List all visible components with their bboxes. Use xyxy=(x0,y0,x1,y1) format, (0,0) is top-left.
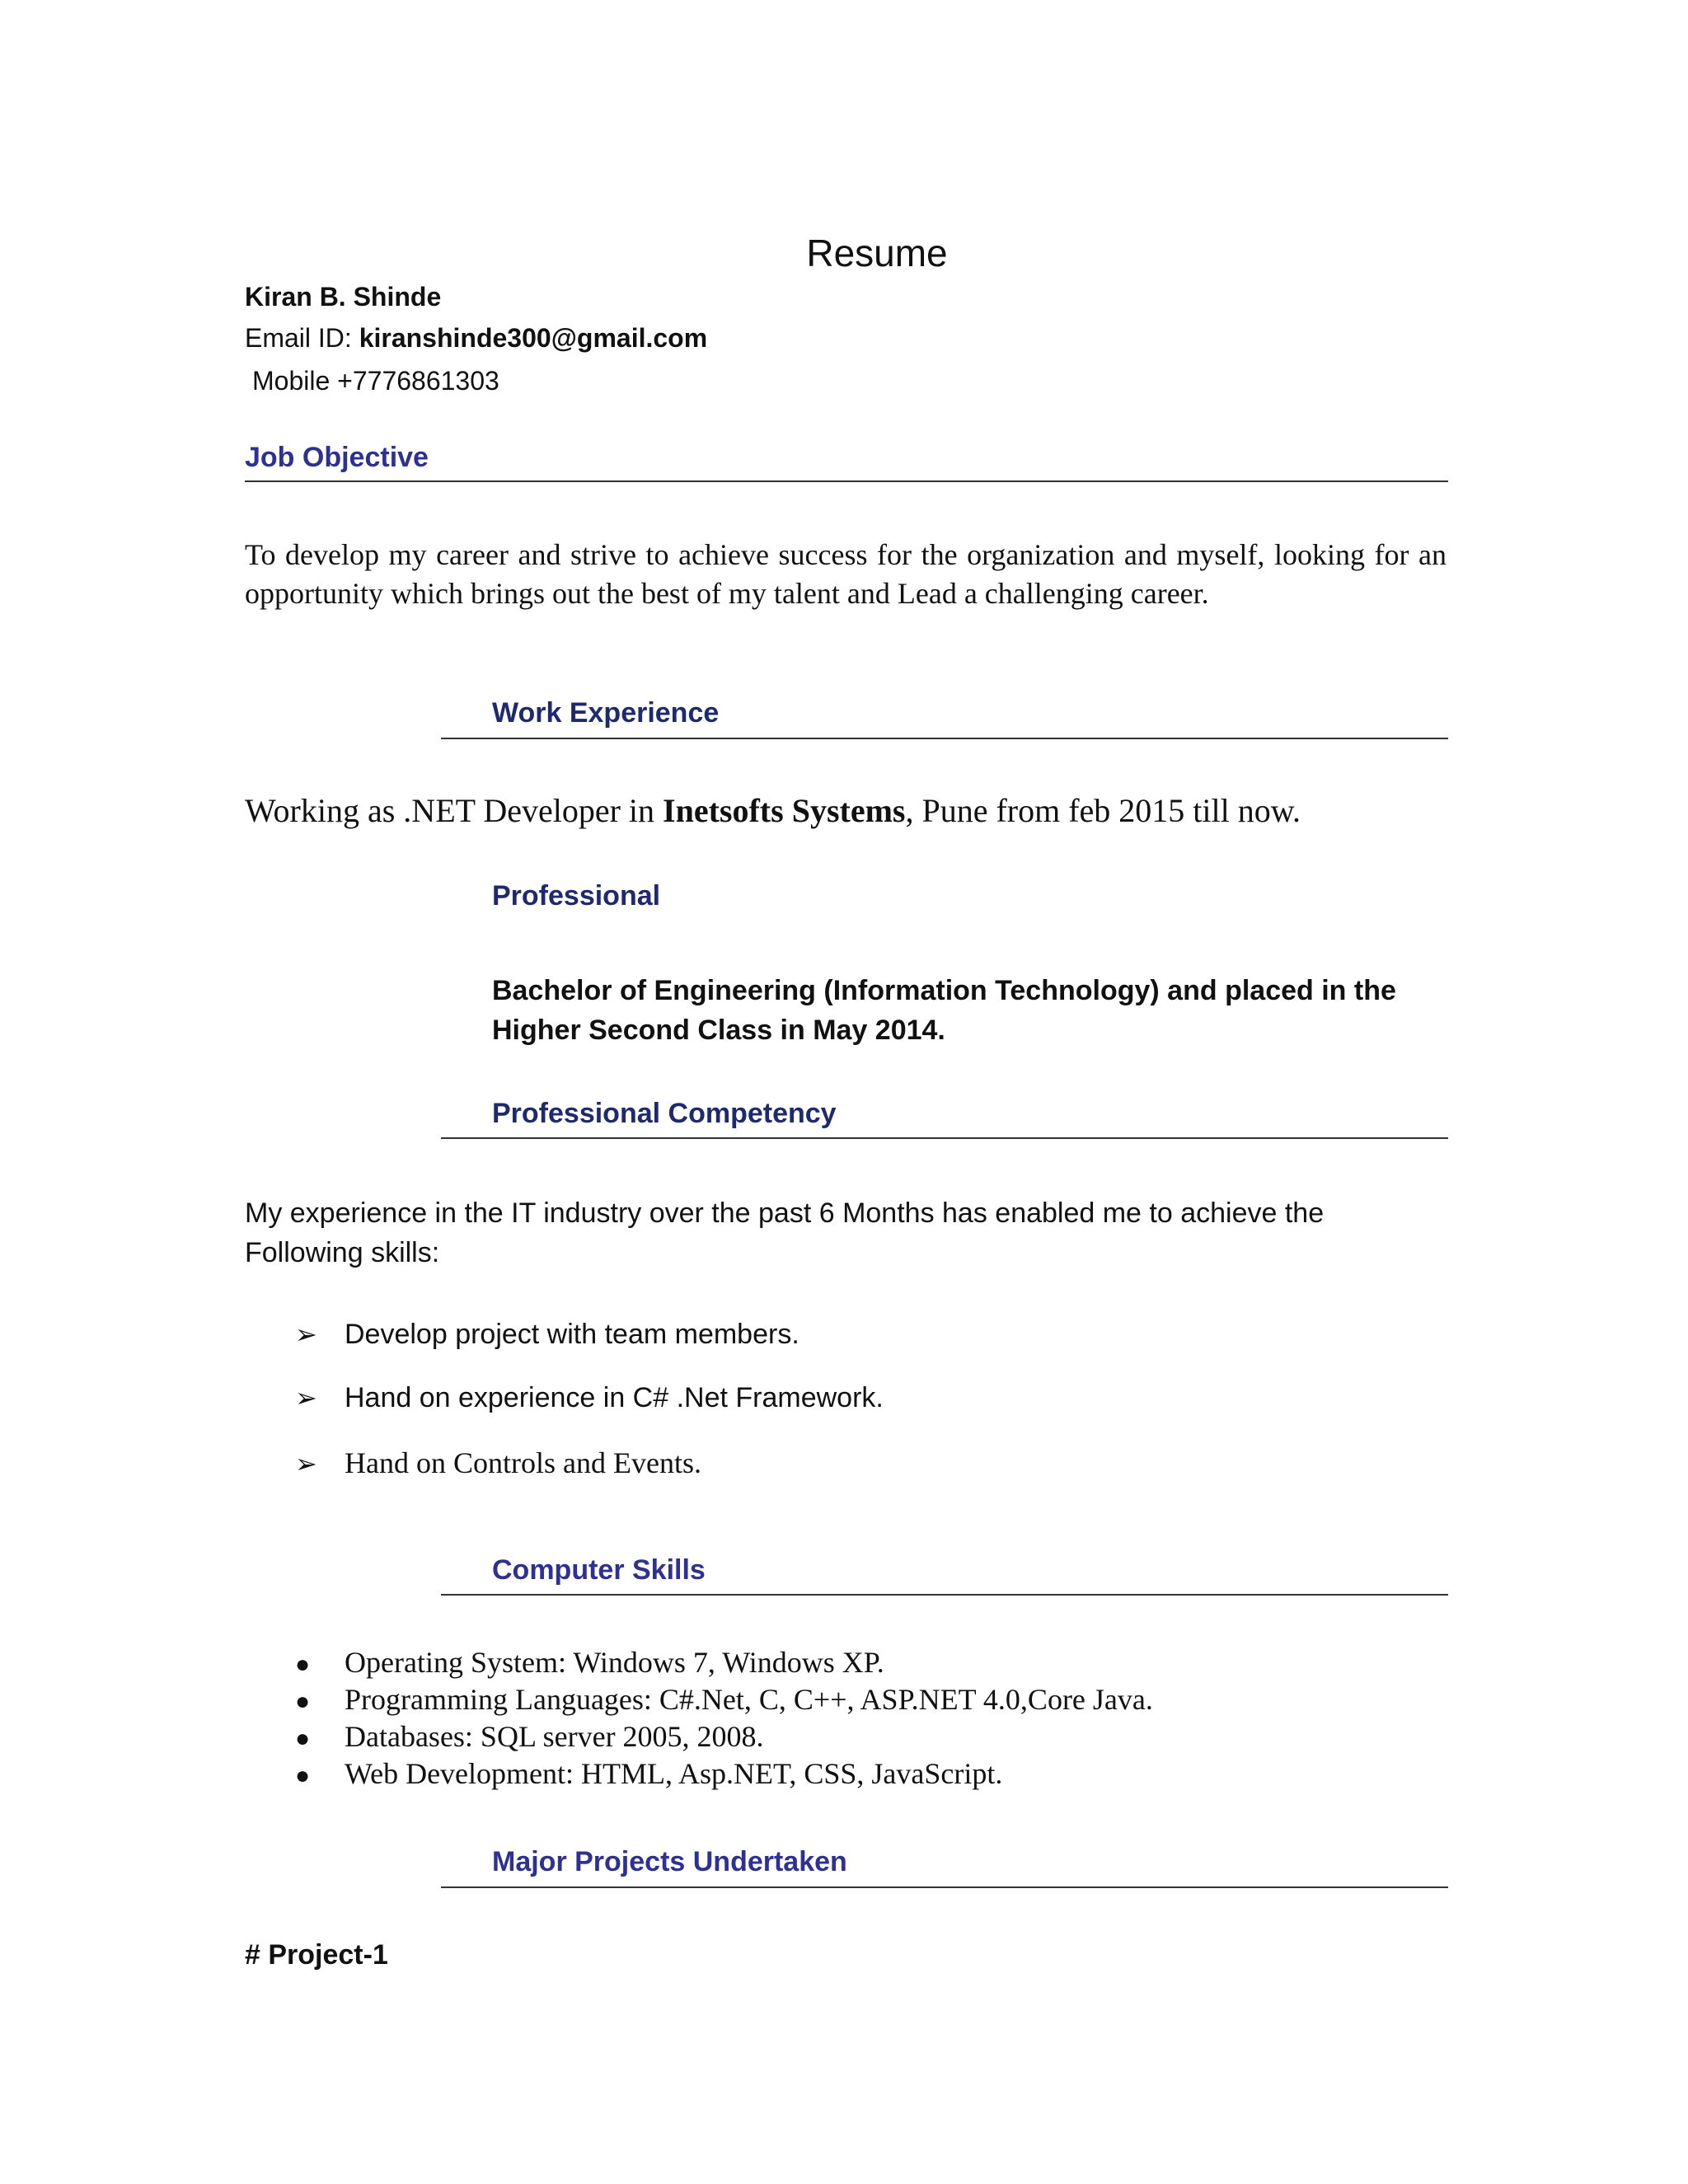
competency-item-text: Hand on experience in C# .Net Framework. xyxy=(345,1382,884,1413)
competency-item xyxy=(295,1382,884,1414)
skill-item xyxy=(295,1719,764,1754)
email-address: kiranshinde300@gmail.com xyxy=(359,323,708,353)
projects-divider xyxy=(441,1886,1448,1888)
competency-intro: My experience in the IT industry over the past 6 Months has enabled me to achieve the Following skills: xyxy=(245,1197,1325,1268)
skill-item-text: Programming Languages: C#.Net, C, C++, ASP.NET 4.0,Core Java. xyxy=(345,1683,1153,1716)
computer-skills-heading: Computer Skills xyxy=(492,1554,706,1586)
arrow-bullet-icon: ➢ xyxy=(295,1383,317,1413)
computer-skills-divider xyxy=(441,1594,1448,1596)
work-suffix: , Pune from feb 2015 till now. xyxy=(905,792,1301,829)
contact-email-line xyxy=(245,323,707,354)
competency-item-text: Hand on Controls and Events. xyxy=(345,1446,701,1479)
skill-item xyxy=(295,1682,1153,1717)
page-title: Resume xyxy=(806,232,948,274)
competency-item xyxy=(295,1446,701,1480)
email-label: Email ID: xyxy=(245,323,352,353)
professional-degree: Bachelor of Engineering (Information Technology) and placed in the Higher Second Class in May 2014. xyxy=(492,975,1396,1046)
work-company: Inetsofts Systems xyxy=(663,792,906,829)
job-objective-divider xyxy=(245,480,1448,482)
work-experience-heading: Work Experience xyxy=(492,697,720,729)
bullet-icon: ● xyxy=(295,1725,311,1752)
competency-heading: Professional Competency xyxy=(492,1098,837,1129)
skill-item-text: Web Development: HTML, Asp.NET, CSS, JavaScript. xyxy=(345,1757,1003,1790)
contact-mobile: Mobile +7776861303 xyxy=(252,366,499,396)
competency-item xyxy=(295,1319,799,1351)
skill-item xyxy=(295,1756,1002,1791)
competency-divider xyxy=(441,1137,1448,1139)
bullet-icon: ● xyxy=(295,1688,311,1715)
job-objective-text: To develop my career and strive to achieve success for the organization and myself, looking for an opportunity which brings out the best of my talent and Lead a challenging career. xyxy=(245,538,1447,610)
job-objective-heading: Job Objective xyxy=(245,442,429,473)
work-prefix: Working as .NET Developer in xyxy=(245,792,663,829)
arrow-bullet-icon: ➢ xyxy=(295,1319,317,1349)
work-experience-divider xyxy=(441,738,1448,739)
contact-name: Kiran B. Shinde xyxy=(245,282,442,312)
bullet-icon: ● xyxy=(295,1762,311,1789)
projects-heading: Major Projects Undertaken xyxy=(492,1846,847,1877)
skill-item xyxy=(295,1645,884,1680)
competency-item-text: Develop project with team members. xyxy=(345,1319,799,1350)
work-experience-text xyxy=(245,791,1301,830)
skill-item-text: Operating System: Windows 7, Windows XP. xyxy=(345,1646,884,1679)
skill-item-text: Databases: SQL server 2005, 2008. xyxy=(345,1720,764,1753)
project-1-heading: # Project-1 xyxy=(245,1939,388,1971)
professional-heading: Professional xyxy=(492,880,661,912)
arrow-bullet-icon: ➢ xyxy=(295,1449,317,1479)
bullet-icon: ● xyxy=(295,1651,311,1678)
